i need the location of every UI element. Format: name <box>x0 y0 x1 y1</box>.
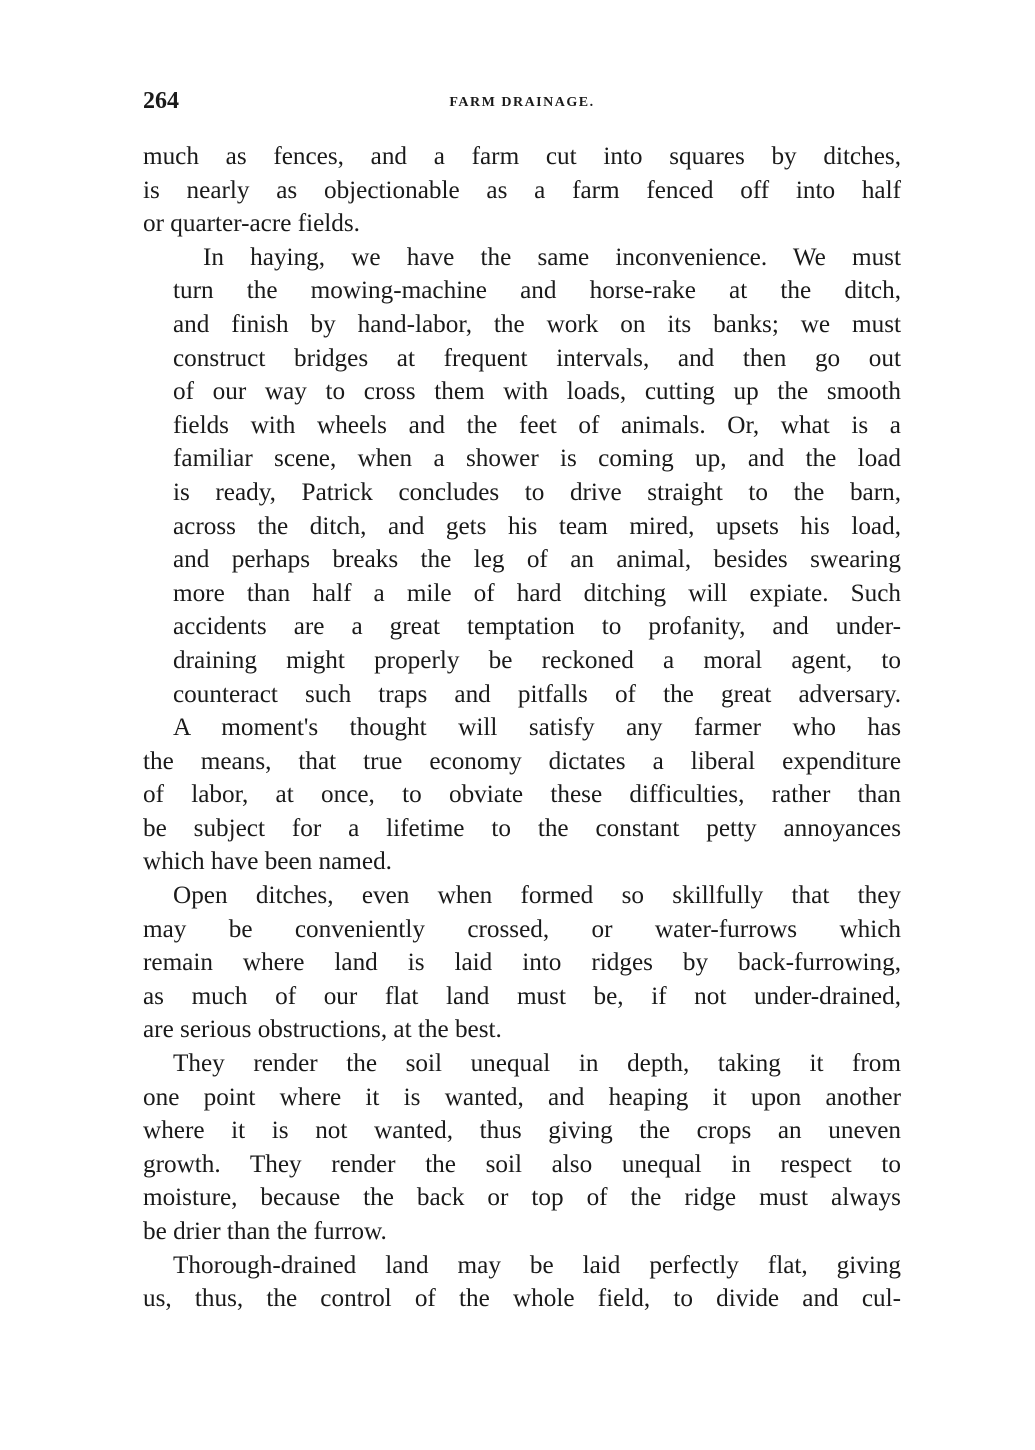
text-line: moisture, because the back or top of the ridge must always <box>143 1184 901 1212</box>
text-line: are serious obstructions, at the best. <box>143 1016 502 1044</box>
text-line: Open ditches, even when formed so skillfully that they <box>173 882 901 910</box>
text-line: us, thus, the control of the whole field, to divide and cul- <box>143 1285 901 1313</box>
text-line: growth. They render the soil also unequal in respect to <box>143 1150 901 1178</box>
text-line: remain where land is laid into ridges by back-furrowing, <box>143 949 901 977</box>
text-line: accidents are a great temptation to profanity, and under- <box>173 613 901 641</box>
book-page <box>143 88 901 1316</box>
text-line: more than half a mile of hard ditching will expiate. Such <box>173 579 901 607</box>
text-line: or quarter-acre fields. <box>143 210 360 238</box>
text-line: which have been named. <box>143 848 392 876</box>
page-header <box>143 88 901 122</box>
text-line: across the ditch, and gets his team mired, upsets his load, <box>173 512 901 540</box>
text-line: Thorough-drained land may be laid perfectly flat, giving <box>173 1251 901 1279</box>
text-line: may be conveniently crossed, or water-furrows which <box>143 915 901 943</box>
paragraph <box>143 1047 901 1249</box>
text-line: be drier than the furrow. <box>143 1218 387 1245</box>
page-number: 264 <box>143 88 179 114</box>
paragraph <box>143 1249 901 1316</box>
text-line: much as fences, and a farm cut into squares by ditches, <box>143 143 901 170</box>
text-line: In haying, we have the same inconvenience. We must <box>203 243 901 271</box>
text-line: familiar scene, when a shower is coming up, and the load <box>173 445 901 473</box>
text-line: fields with wheels and the feet of animals. Or, what is a <box>173 411 901 439</box>
text-line: as much of our flat land must be, if not under-drained, <box>143 982 901 1010</box>
text-line: draining might properly be reckoned a moral agent, to <box>173 646 901 674</box>
text-line: of our way to cross them with loads, cutting up the smooth <box>173 378 901 406</box>
text-line: and perhaps breaks the leg of an animal, besides swearing <box>173 546 901 574</box>
text-line: construct bridges at frequent intervals, and then go out <box>173 344 901 372</box>
text-line: one point where it is wanted, and heaping it upon another <box>143 1083 901 1111</box>
text-line: be subject for a lifetime to the constant petty annoyances <box>143 814 901 842</box>
text-line: where it is not wanted, thus giving the crops an uneven <box>143 1117 901 1145</box>
paragraph <box>143 241 901 711</box>
text-line: is nearly as objectionable as a farm fenced off into half <box>143 176 901 204</box>
text-line: turn the mowing-machine and horse-rake at the ditch, <box>173 277 901 305</box>
paragraph <box>143 711 901 879</box>
text-line: of labor, at once, to obviate these difficulties, rather than <box>143 781 901 809</box>
text-line: They render the soil unequal in depth, taking it from <box>173 1050 901 1078</box>
text-line: the means, that true economy dictates a liberal expenditure <box>143 747 901 775</box>
text-line: counteract such traps and pitfalls of the great adversary. <box>173 680 901 708</box>
running-title: FARM DRAINAGE. <box>449 95 595 110</box>
paragraph <box>143 140 901 241</box>
text-line: is ready, Patrick concludes to drive straight to the barn, <box>173 478 901 506</box>
text-line: A moment's thought will satisfy any farmer who has <box>173 714 901 742</box>
text-line: and finish by hand-labor, the work on its banks; we must <box>173 310 901 338</box>
paragraph <box>143 879 901 1047</box>
body-text <box>143 140 901 1316</box>
